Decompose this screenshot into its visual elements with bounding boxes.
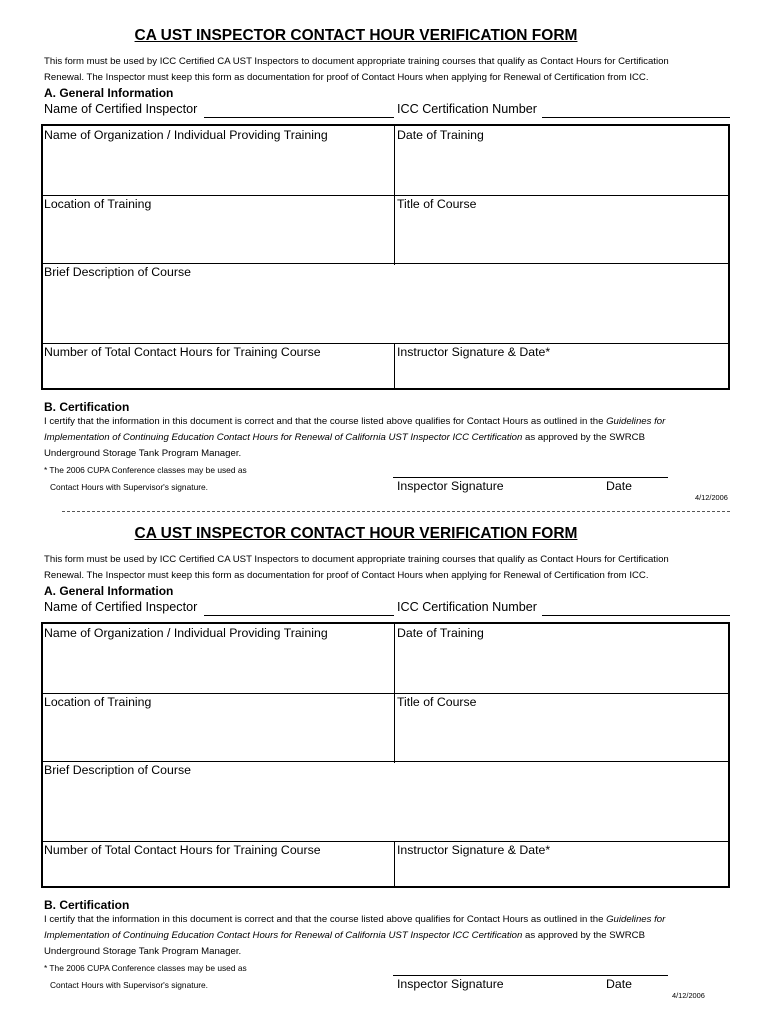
- grid-row-line: [43, 195, 728, 196]
- cert-line-1-italic: Guidelines for: [606, 914, 666, 925]
- course-title-cell-label: Title of Course: [397, 197, 477, 211]
- revision-date: 4/12/2006: [695, 493, 728, 502]
- intro-line-2: Renewal. The Inspector must keep this form as documentation for proof of Contact Hours when applying for Renewal of Certification from ICC.: [44, 570, 649, 581]
- organization-cell-label: Name of Organization / Individual Providing Training: [44, 626, 328, 640]
- cert-line-2-italic: Implementation of Continuing Education Contact Hours for Renewal of California UST Inspector ICC Certification: [44, 930, 523, 941]
- form-copy-top: [0, 0, 770, 500]
- form-copy-bottom: [0, 498, 770, 998]
- signature-date-label: Date: [606, 977, 632, 991]
- section-b-heading: B. Certification: [44, 898, 130, 912]
- organization-cell-label: Name of Organization / Individual Providing Training: [44, 128, 328, 142]
- revision-date: 4/12/2006: [672, 991, 705, 1000]
- cert-line-2-italic: Implementation of Continuing Education Contact Hours for Renewal of California UST Inspector ICC Certification: [44, 432, 523, 443]
- intro-text: [44, 552, 669, 584]
- location-cell-label: Location of Training: [44, 695, 152, 709]
- certification-text: [44, 912, 665, 960]
- form-title: CA UST INSPECTOR CONTACT HOUR VERIFICATION FORM: [134, 27, 578, 44]
- note-line-1: * The 2006 CUPA Conference classes may be used as: [44, 963, 247, 973]
- instructor-signature-cell-label: Instructor Signature & Date*: [397, 345, 551, 359]
- inspector-signature-line[interactable]: [393, 975, 668, 976]
- intro-line-1: This form must be used by ICC Certified CA UST Inspectors to document appropriate training courses that qualify as Contact Hours for Certification: [44, 56, 669, 67]
- form-title: CA UST INSPECTOR CONTACT HOUR VERIFICATION FORM: [134, 525, 578, 542]
- note-line-2: Contact Hours with Supervisor's signature.: [50, 482, 209, 492]
- intro-line-2: Renewal. The Inspector must keep this form as documentation for proof of Contact Hours when applying for Renewal of Certification from ICC.: [44, 72, 649, 83]
- inspector-signature-label: Inspector Signature: [397, 977, 504, 991]
- grid-row-line: [43, 693, 728, 694]
- cert-line-3: Underground Storage Tank Program Manager.: [44, 946, 242, 957]
- section-a-heading: A. General Information: [44, 86, 174, 100]
- grid-row-line: [43, 343, 728, 344]
- instructor-signature-cell-label: Instructor Signature & Date*: [397, 843, 551, 857]
- grid-row-line: [43, 841, 728, 842]
- training-info-grid: [41, 622, 730, 888]
- intro-line-1: This form must be used by ICC Certified CA UST Inspectors to document appropriate training courses that qualify as Contact Hours for Certification: [44, 554, 669, 565]
- grid-divider-lower: [394, 842, 395, 888]
- icc-number-field[interactable]: [542, 117, 730, 118]
- location-cell-label: Location of Training: [44, 197, 152, 211]
- date-of-training-cell-label: Date of Training: [397, 626, 484, 640]
- certification-text: [44, 414, 665, 462]
- inspector-name-label: Name of Certified Inspector: [44, 102, 198, 116]
- inspector-signature-label: Inspector Signature: [397, 479, 504, 493]
- course-title-cell-label: Title of Course: [397, 695, 477, 709]
- inspector-name-label: Name of Certified Inspector: [44, 600, 198, 614]
- cert-line-1-italic: Guidelines for: [606, 416, 666, 427]
- signature-date-label: Date: [606, 479, 632, 493]
- cert-line-2: as approved by the SWRCB: [525, 930, 645, 941]
- training-info-grid: [41, 124, 730, 390]
- inspector-name-field[interactable]: [204, 615, 394, 616]
- note-line-1: * The 2006 CUPA Conference classes may be used as: [44, 465, 247, 475]
- note-line-2: Contact Hours with Supervisor's signature.: [50, 980, 209, 990]
- grid-row-line: [43, 761, 728, 762]
- icc-number-label: ICC Certification Number: [397, 600, 537, 614]
- intro-text: [44, 54, 669, 86]
- contact-hours-cell-label: Number of Total Contact Hours for Training Course: [44, 843, 321, 857]
- icc-number-field[interactable]: [542, 615, 730, 616]
- section-a-heading: A. General Information: [44, 584, 174, 598]
- grid-divider-lower: [394, 344, 395, 390]
- inspector-signature-line[interactable]: [393, 477, 668, 478]
- cert-line-2: as approved by the SWRCB: [525, 432, 645, 443]
- section-b-heading: B. Certification: [44, 400, 130, 414]
- contact-hours-cell-label: Number of Total Contact Hours for Training Course: [44, 345, 321, 359]
- icc-number-label: ICC Certification Number: [397, 102, 537, 116]
- cert-line-1: I certify that the information in this document is correct and that the course listed above qualifies for Contact Hours as outlined in the: [44, 914, 604, 925]
- cert-line-1: I certify that the information in this document is correct and that the course listed above qualifies for Contact Hours as outlined in the: [44, 416, 604, 427]
- inspector-name-field[interactable]: [204, 117, 394, 118]
- description-cell-label: Brief Description of Course: [44, 763, 191, 777]
- description-cell-label: Brief Description of Course: [44, 265, 191, 279]
- date-of-training-cell-label: Date of Training: [397, 128, 484, 142]
- cert-line-3: Underground Storage Tank Program Manager.: [44, 448, 242, 459]
- grid-row-line: [43, 263, 728, 264]
